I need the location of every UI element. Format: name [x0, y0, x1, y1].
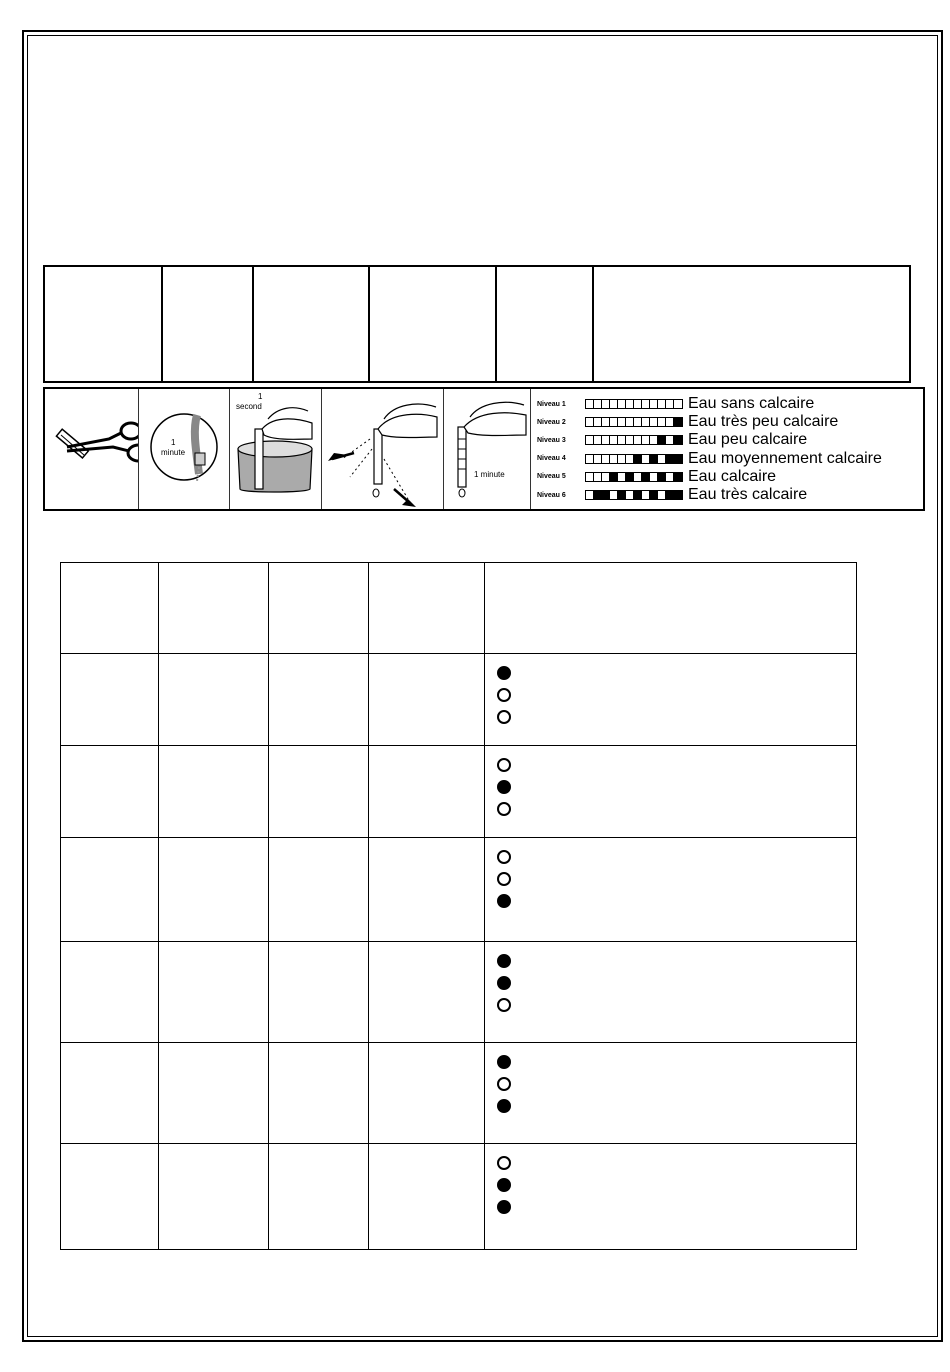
header-cell: [44, 266, 162, 382]
level-square: [618, 436, 626, 444]
level-square: [650, 400, 658, 408]
results-dots-cell: [485, 1143, 857, 1249]
level-color-scale: [585, 417, 683, 427]
level-name: Niveau 1: [537, 400, 566, 408]
header-cell: [162, 266, 253, 382]
empty-circle-icon: [497, 998, 511, 1012]
results-cell: [369, 941, 485, 1042]
level-name: Niveau 6: [537, 491, 566, 499]
header-cell: [253, 266, 369, 382]
results-cell: [369, 746, 485, 838]
level-square: [594, 473, 602, 481]
level-square: [618, 491, 626, 499]
level-square: [586, 436, 594, 444]
level-square: [634, 436, 642, 444]
level-square: [626, 400, 634, 408]
shake-hand-icon: [322, 389, 443, 509]
level-square: [666, 473, 674, 481]
header-table: [43, 265, 911, 383]
results-cell: [159, 1042, 269, 1143]
filled-circle-icon: [497, 1200, 511, 1214]
results-row: [61, 1042, 857, 1143]
level-square: [602, 491, 610, 499]
faucet-icon: [139, 389, 229, 509]
filled-circle-icon: [497, 954, 511, 968]
results-cell: [369, 1143, 485, 1249]
step5-label: 1 minute: [474, 470, 505, 479]
level-square: [634, 473, 642, 481]
level-square: [602, 418, 610, 426]
scissors-icon: [45, 389, 138, 509]
wait-hand-icon: [444, 389, 530, 509]
results-row: [61, 654, 857, 746]
level-square: [674, 400, 682, 408]
level-square: [602, 436, 610, 444]
header-table-row: [44, 266, 910, 382]
level-label: Eau sans calcaire: [688, 395, 815, 413]
filled-circle-icon: [497, 780, 511, 794]
level-label: Eau moyennement calcaire: [688, 449, 882, 467]
empty-circle-icon: [497, 1156, 511, 1170]
results-cell: [269, 941, 369, 1042]
results-dots-cell: [485, 941, 857, 1042]
filled-circle-icon: [497, 1099, 511, 1113]
filled-circle-icon: [497, 976, 511, 990]
dots-group: [485, 942, 856, 1012]
level-square: [610, 436, 618, 444]
level-square: [634, 400, 642, 408]
results-cell: [159, 654, 269, 746]
level-square: [642, 455, 650, 463]
level-square: [642, 473, 650, 481]
level-square: [658, 436, 666, 444]
level-square: [674, 418, 682, 426]
level-label: Eau calcaire: [688, 467, 777, 485]
level-row: [537, 486, 882, 504]
results-cell: [159, 941, 269, 1042]
results-cell: [61, 1143, 159, 1249]
level-square: [626, 418, 634, 426]
level-color-scale: [585, 490, 683, 500]
level-label: Eau peu calcaire: [688, 431, 808, 449]
empty-circle-icon: [497, 850, 511, 864]
level-square: [610, 455, 618, 463]
level-square: [658, 473, 666, 481]
level-square: [634, 491, 642, 499]
levels-list: [537, 395, 882, 504]
results-row: [61, 941, 857, 1042]
header-cell: [593, 266, 910, 382]
results-cell: [61, 654, 159, 746]
step-dip-strip: [230, 389, 322, 509]
hardness-levels-legend: [531, 389, 923, 509]
results-cell: [61, 746, 159, 838]
results-header-cell: [159, 563, 269, 654]
empty-circle-icon: [497, 710, 511, 724]
level-square: [674, 436, 682, 444]
dots-group: [485, 746, 856, 816]
results-row: [61, 838, 857, 941]
level-square: [658, 400, 666, 408]
results-dots-cell: [485, 1042, 857, 1143]
level-color-scale: [585, 435, 683, 445]
empty-circle-icon: [497, 758, 511, 772]
level-color-scale: [585, 454, 683, 464]
level-square: [618, 418, 626, 426]
level-square: [658, 418, 666, 426]
level-square: [586, 491, 594, 499]
level-square: [610, 418, 618, 426]
step-cut-strip: [45, 389, 139, 509]
filled-circle-icon: [497, 666, 511, 680]
results-dots-cell: [485, 654, 857, 746]
dots-group: [485, 1144, 856, 1214]
level-square: [626, 473, 634, 481]
level-row: [537, 413, 882, 431]
level-square: [666, 436, 674, 444]
level-square: [674, 473, 682, 481]
filled-circle-icon: [497, 1055, 511, 1069]
results-cell: [369, 1042, 485, 1143]
level-name: Niveau 5: [537, 473, 566, 481]
level-square: [594, 491, 602, 499]
level-square: [674, 491, 682, 499]
dip-cup-icon: [230, 389, 321, 509]
level-label: Eau très peu calcaire: [688, 413, 839, 431]
step-shake-strip: [322, 389, 444, 509]
level-square: [586, 418, 594, 426]
level-square: [658, 491, 666, 499]
level-square: [586, 455, 594, 463]
results-cell: [159, 746, 269, 838]
header-cell: [369, 266, 496, 382]
results-header-cell: [485, 563, 857, 654]
results-cell: [159, 838, 269, 941]
step-run-water: [139, 389, 230, 509]
level-square: [626, 491, 634, 499]
level-square: [586, 473, 594, 481]
results-row: [61, 1143, 857, 1249]
level-square: [618, 455, 626, 463]
results-cell: [159, 1143, 269, 1249]
level-square: [666, 455, 674, 463]
level-square: [642, 418, 650, 426]
results-dots-cell: [485, 746, 857, 838]
level-square: [594, 418, 602, 426]
results-cell: [61, 1042, 159, 1143]
level-square: [650, 491, 658, 499]
level-square: [594, 455, 602, 463]
results-cell: [269, 746, 369, 838]
filled-circle-icon: [497, 894, 511, 908]
level-square: [634, 455, 642, 463]
level-name: Niveau 3: [537, 436, 566, 444]
dots-group: [485, 838, 856, 908]
results-cell: [61, 838, 159, 941]
level-square: [658, 455, 666, 463]
level-square: [642, 491, 650, 499]
header-cell: [496, 266, 593, 382]
results-header-cell: [61, 563, 159, 654]
level-square: [626, 436, 634, 444]
empty-circle-icon: [497, 688, 511, 702]
results-cell: [269, 654, 369, 746]
dots-group: [485, 1043, 856, 1113]
level-row: [537, 431, 882, 449]
results-cell: [269, 1042, 369, 1143]
level-square: [610, 400, 618, 408]
results-table: [60, 562, 857, 1250]
level-square: [666, 400, 674, 408]
level-square: [650, 436, 658, 444]
results-header-row: [61, 563, 857, 654]
level-square: [602, 455, 610, 463]
level-name: Niveau 4: [537, 455, 566, 463]
level-square: [626, 455, 634, 463]
level-square: [650, 473, 658, 481]
results-header-cell: [369, 563, 485, 654]
results-cell: [269, 838, 369, 941]
level-color-scale: [585, 472, 683, 482]
level-label: Eau très calcaire: [688, 486, 808, 504]
level-square: [642, 400, 650, 408]
level-square: [650, 455, 658, 463]
level-square: [634, 418, 642, 426]
dots-group: [485, 654, 856, 724]
results-cell: [369, 654, 485, 746]
results-cell: [369, 838, 485, 941]
level-square: [586, 400, 594, 408]
level-row: [537, 395, 882, 413]
level-square: [610, 491, 618, 499]
step-wait-strip: [444, 389, 531, 509]
level-square: [610, 473, 618, 481]
results-row: [61, 746, 857, 838]
step2-label-1: 1: [171, 438, 176, 447]
empty-circle-icon: [497, 872, 511, 886]
level-name: Niveau 2: [537, 418, 566, 426]
instruction-strip: [43, 387, 925, 511]
empty-circle-icon: [497, 802, 511, 816]
results-dots-cell: [485, 838, 857, 941]
filled-circle-icon: [497, 1178, 511, 1192]
level-square: [650, 418, 658, 426]
level-square: [594, 400, 602, 408]
level-square: [594, 436, 602, 444]
level-square: [666, 418, 674, 426]
results-cell: [61, 941, 159, 1042]
step3-label-2: second: [236, 402, 262, 411]
results-header-cell: [269, 563, 369, 654]
level-square: [642, 436, 650, 444]
level-color-scale: [585, 399, 683, 409]
level-square: [666, 491, 674, 499]
level-square: [618, 400, 626, 408]
level-square: [674, 455, 682, 463]
level-square: [602, 473, 610, 481]
level-square: [618, 473, 626, 481]
level-row: [537, 468, 882, 486]
step2-label-2: minute: [161, 448, 186, 457]
empty-circle-icon: [497, 1077, 511, 1091]
level-row: [537, 450, 882, 468]
step3-label-1: 1: [258, 392, 263, 401]
level-square: [602, 400, 610, 408]
results-cell: [269, 1143, 369, 1249]
